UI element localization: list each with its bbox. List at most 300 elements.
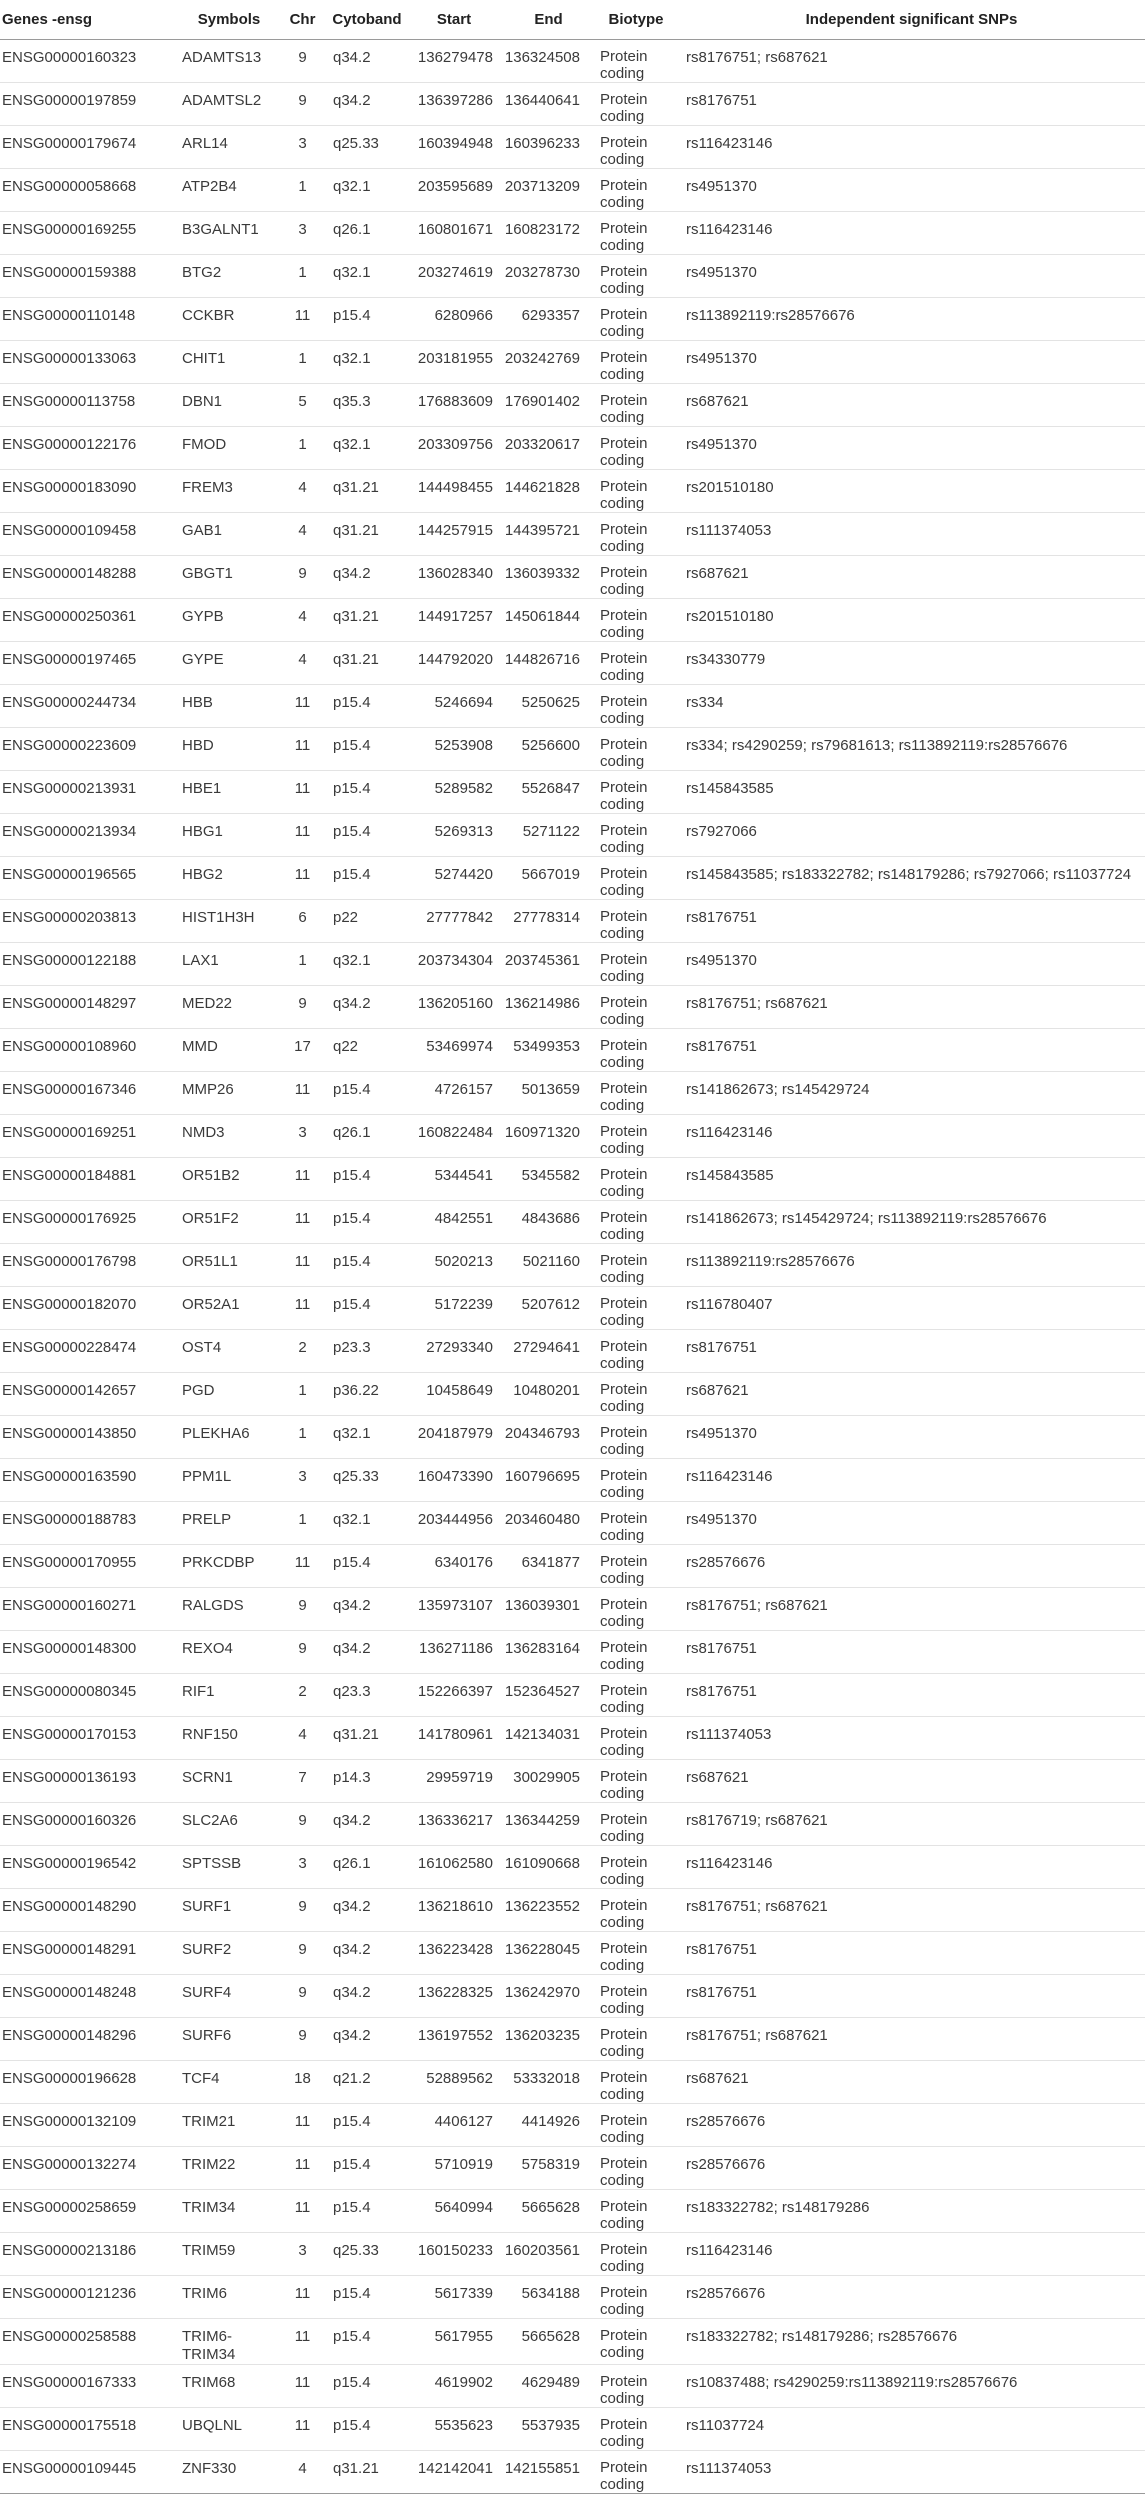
- table-row: [0, 1846, 1145, 1889]
- start-text: 203444956: [417, 1511, 493, 1528]
- end-cell: [503, 126, 594, 169]
- end-text: 144826716: [504, 651, 580, 668]
- start-cell: [405, 1373, 503, 1416]
- gene-id-text: ENSG00000148248: [2, 1984, 137, 2001]
- chr-text: 9: [298, 2027, 307, 2044]
- cytoband-text: q32.1: [333, 436, 371, 453]
- end-cell: [503, 1029, 594, 1072]
- chr-cell: [276, 1760, 329, 1803]
- end-text: 160823172: [504, 221, 580, 238]
- chr-cell: [276, 2365, 329, 2408]
- chr-text: 11: [294, 307, 311, 324]
- gene-id-cell: [0, 857, 182, 900]
- gene-id-cell: [0, 642, 182, 685]
- biotype-cell: [594, 1803, 678, 1846]
- biotype-cell: [594, 1287, 678, 1330]
- biotype-cell: [594, 126, 678, 169]
- chr-cell: [276, 1244, 329, 1287]
- symbol-cell: [182, 599, 276, 642]
- snps-text: rs4951370: [686, 436, 757, 453]
- gene-id-cell: [0, 2365, 182, 2408]
- gene-id-text: ENSG00000196565: [2, 866, 137, 883]
- symbol-cell: [182, 298, 276, 341]
- gene-id-text: ENSG00000148297: [2, 995, 137, 1012]
- biotype-text: Protein coding: [600, 1123, 648, 1157]
- chr-cell: [276, 599, 329, 642]
- snps-cell: [678, 1416, 1145, 1459]
- cytoband-cell: [329, 1588, 405, 1631]
- table-row: [0, 986, 1145, 1029]
- symbol-cell: [182, 1502, 276, 1545]
- gene-id-cell: [0, 771, 182, 814]
- table-row: [0, 1588, 1145, 1631]
- cytoband-cell: [329, 1459, 405, 1502]
- gene-id-cell: [0, 1115, 182, 1158]
- chr-text: 3: [298, 135, 307, 152]
- symbol-cell: [182, 1760, 276, 1803]
- biotype-cell: [594, 298, 678, 341]
- symbol-cell: [182, 83, 276, 126]
- symbol-cell: [182, 986, 276, 1029]
- biotype-text: Protein coding: [600, 392, 648, 426]
- chr-cell: [276, 857, 329, 900]
- gene-id-text: ENSG00000058668: [2, 178, 137, 195]
- symbol-text: ARL14: [182, 135, 228, 152]
- table-row: [0, 2018, 1145, 2061]
- cytoband-cell: [329, 1416, 405, 1459]
- gene-id-cell: [0, 126, 182, 169]
- start-text: 160150233: [417, 2242, 493, 2259]
- cytoband-text: p15.4: [333, 1253, 371, 1270]
- gene-id-cell: [0, 1889, 182, 1932]
- gene-id-cell: [0, 1932, 182, 1975]
- snps-cell: [678, 1846, 1145, 1889]
- table-row: [0, 2061, 1145, 2104]
- symbol-cell: [182, 2408, 276, 2451]
- start-cell: [405, 1244, 503, 1287]
- table-row: [0, 1545, 1145, 1588]
- snps-text: rs4951370: [686, 350, 757, 367]
- cytoband-text: q34.2: [333, 2027, 371, 2044]
- symbol-cell: [182, 126, 276, 169]
- snps-cell: [678, 1029, 1145, 1072]
- gene-id-text: ENSG00000108960: [2, 1038, 137, 1055]
- biotype-text: Protein coding: [600, 91, 648, 125]
- gene-id-text: ENSG00000183090: [2, 479, 137, 496]
- chr-cell: [276, 1459, 329, 1502]
- end-cell: [503, 685, 594, 728]
- symbol-text: PRELP: [182, 1511, 232, 1528]
- snps-text: rs334: [686, 694, 724, 711]
- gene-id-text: ENSG00000196542: [2, 1855, 137, 1872]
- start-text: 136228325: [417, 1984, 493, 2001]
- symbol-cell: [182, 1373, 276, 1416]
- header-biotype: Biotype: [594, 0, 678, 40]
- start-text: 5253908: [434, 737, 493, 754]
- gene-id-cell: [0, 2319, 182, 2365]
- biotype-cell: [594, 212, 678, 255]
- snps-text: rs116423146: [686, 135, 773, 152]
- cytoband-text: q25.33: [333, 1468, 379, 1485]
- start-cell: [405, 341, 503, 384]
- start-text: 5535623: [434, 2417, 493, 2434]
- gene-id-text: ENSG00000167333: [2, 2374, 137, 2391]
- header-symbols: Symbols: [182, 0, 276, 40]
- symbol-text: SURF6: [182, 2027, 232, 2044]
- start-cell: [405, 771, 503, 814]
- snps-cell: [678, 1201, 1145, 1244]
- start-text: 5710919: [434, 2156, 493, 2173]
- biotype-cell: [594, 513, 678, 556]
- biotype-text: Protein coding: [600, 779, 648, 813]
- cytoband-cell: [329, 1803, 405, 1846]
- symbol-text: OR52A1: [182, 1296, 240, 1313]
- symbol-text: REXO4: [182, 1640, 233, 1657]
- chr-text: 4: [298, 479, 307, 496]
- symbol-cell: [182, 2147, 276, 2190]
- end-text: 203745361: [504, 952, 580, 969]
- start-text: 136336217: [417, 1812, 493, 1829]
- biotype-cell: [594, 2276, 678, 2319]
- table-row: [0, 1373, 1145, 1416]
- start-text: 4406127: [434, 2113, 493, 2130]
- symbol-cell: [182, 1115, 276, 1158]
- end-cell: [503, 2365, 594, 2408]
- start-text: 203309756: [417, 436, 493, 453]
- chr-cell: [276, 298, 329, 341]
- table-row: [0, 470, 1145, 513]
- snps-cell: [678, 1330, 1145, 1373]
- end-cell: [503, 642, 594, 685]
- end-cell: [503, 1287, 594, 1330]
- biotype-text: Protein coding: [600, 736, 648, 770]
- cytoband-text: p15.4: [333, 2199, 371, 2216]
- gene-id-text: ENSG00000170153: [2, 1726, 137, 1743]
- symbol-cell: [182, 169, 276, 212]
- start-text: 136271186: [419, 1640, 493, 1657]
- symbol-cell: [182, 1201, 276, 1244]
- gene-id-cell: [0, 728, 182, 771]
- snps-text: rs4951370: [686, 264, 757, 281]
- start-cell: [405, 384, 503, 427]
- cytoband-cell: [329, 1373, 405, 1416]
- snps-text: rs8176751: [686, 1941, 757, 1958]
- start-text: 4842551: [434, 1210, 493, 1227]
- gene-id-cell: [0, 255, 182, 298]
- symbol-text: ADAMTS13: [182, 49, 262, 66]
- symbol-text: PGD: [182, 1382, 215, 1399]
- chr-text: 4: [298, 608, 307, 625]
- biotype-text: Protein coding: [600, 994, 648, 1028]
- chr-cell: [276, 384, 329, 427]
- gene-id-cell: [0, 1502, 182, 1545]
- start-text: 27293340: [426, 1339, 493, 1356]
- snps-cell: [678, 1115, 1145, 1158]
- symbol-cell: [182, 1631, 276, 1674]
- chr-cell: [276, 1674, 329, 1717]
- end-cell: [503, 341, 594, 384]
- start-cell: [405, 513, 503, 556]
- chr-text: 11: [294, 866, 311, 883]
- chr-text: 11: [294, 2156, 311, 2173]
- symbol-text: HBE1: [182, 780, 222, 797]
- biotype-text: Protein coding: [600, 951, 648, 985]
- table-row: [0, 1244, 1145, 1287]
- start-cell: [405, 728, 503, 771]
- gene-id-text: ENSG00000258588: [2, 2328, 137, 2345]
- snps-cell: [678, 1631, 1145, 1674]
- end-cell: [503, 857, 594, 900]
- snps-text: rs28576676: [686, 2156, 766, 2173]
- table-row: [0, 1803, 1145, 1846]
- start-cell: [405, 1889, 503, 1932]
- biotype-cell: [594, 1932, 678, 1975]
- end-cell: [503, 1330, 594, 1373]
- table-row: [0, 2451, 1145, 2494]
- biotype-cell: [594, 685, 678, 728]
- snps-text: rs8176751: [686, 909, 757, 926]
- snps-text: rs8176751; rs687621: [686, 1898, 828, 1915]
- end-cell: [503, 2319, 594, 2365]
- start-cell: [405, 2061, 503, 2104]
- end-cell: [503, 2147, 594, 2190]
- chr-cell: [276, 427, 329, 470]
- symbol-text: PLEKHA6: [182, 1425, 250, 1442]
- symbol-cell: [182, 2018, 276, 2061]
- symbol-text: ADAMTSL2: [182, 92, 262, 109]
- end-cell: [503, 2451, 594, 2494]
- end-text: 203713209: [504, 178, 580, 195]
- chr-cell: [276, 1631, 329, 1674]
- biotype-text: Protein coding: [600, 1252, 648, 1286]
- end-cell: [503, 599, 594, 642]
- biotype-cell: [594, 2018, 678, 2061]
- start-cell: [405, 1115, 503, 1158]
- symbol-text: HBG2: [182, 866, 223, 883]
- biotype-text: Protein coding: [600, 1424, 648, 1458]
- biotype-cell: [594, 771, 678, 814]
- biotype-cell: [594, 427, 678, 470]
- biotype-text: Protein coding: [600, 650, 648, 684]
- symbol-text: TRIM68: [182, 2374, 236, 2391]
- end-text: 5665628: [521, 2328, 580, 2345]
- table-row: [0, 599, 1145, 642]
- gene-id-text: ENSG00000160323: [2, 49, 137, 66]
- gene-id-cell: [0, 1760, 182, 1803]
- cytoband-text: q23.3: [333, 1683, 371, 1700]
- gene-id-text: ENSG00000136193: [2, 1769, 137, 1786]
- start-cell: [405, 1631, 503, 1674]
- chr-cell: [276, 83, 329, 126]
- cytoband-cell: [329, 1158, 405, 1201]
- chr-cell: [276, 1072, 329, 1115]
- start-text: 5617339: [434, 2285, 493, 2302]
- table-row: [0, 255, 1145, 298]
- symbol-text: OR51F2: [182, 1210, 239, 1227]
- end-text: 5256600: [521, 737, 580, 754]
- biotype-cell: [594, 1330, 678, 1373]
- cytoband-cell: [329, 2365, 405, 2408]
- end-cell: [503, 1115, 594, 1158]
- cytoband-text: q22: [333, 1038, 359, 1055]
- symbol-text: TRIM6-TRIM34: [182, 2328, 236, 2363]
- snps-cell: [678, 599, 1145, 642]
- gene-id-cell: [0, 40, 182, 83]
- chr-cell: [276, 255, 329, 298]
- end-cell: [503, 2190, 594, 2233]
- table-row: [0, 1932, 1145, 1975]
- cytoband-text: p15.4: [333, 2285, 371, 2302]
- symbol-cell: [182, 1588, 276, 1631]
- symbol-text: MMD: [182, 1038, 218, 1055]
- symbol-text: ATP2B4: [182, 178, 237, 195]
- chr-cell: [276, 1330, 329, 1373]
- cytoband-text: q26.1: [333, 221, 371, 238]
- header-genes-ensg: Genes -ensg: [0, 0, 182, 40]
- cytoband-cell: [329, 83, 405, 126]
- cytoband-text: q32.1: [333, 1425, 371, 1442]
- chr-text: 4: [298, 2460, 307, 2477]
- biotype-text: Protein coding: [600, 1166, 648, 1200]
- snps-cell: [678, 814, 1145, 857]
- gene-id-cell: [0, 1416, 182, 1459]
- table-row: [0, 728, 1145, 771]
- table-row: [0, 2104, 1145, 2147]
- symbol-cell: [182, 1975, 276, 2018]
- chr-text: 1: [298, 178, 307, 195]
- cytoband-text: q31.21: [333, 651, 379, 668]
- chr-cell: [276, 1932, 329, 1975]
- cytoband-cell: [329, 2276, 405, 2319]
- start-text: 5289582: [434, 780, 493, 797]
- snps-cell: [678, 1975, 1145, 2018]
- cytoband-cell: [329, 556, 405, 599]
- symbol-cell: [182, 1932, 276, 1975]
- end-text: 4629489: [521, 2374, 580, 2391]
- cytoband-cell: [329, 2451, 405, 2494]
- chr-cell: [276, 642, 329, 685]
- end-text: 145061844: [504, 608, 580, 625]
- cytoband-cell: [329, 384, 405, 427]
- end-text: 5634188: [521, 2285, 580, 2302]
- chr-text: 9: [298, 1640, 307, 1657]
- end-cell: [503, 1459, 594, 1502]
- cytoband-text: q34.2: [333, 1812, 371, 1829]
- end-text: 27294641: [513, 1339, 580, 1356]
- start-text: 136279478: [417, 49, 493, 66]
- header-cytoband: Cytoband: [329, 0, 405, 40]
- snps-cell: [678, 728, 1145, 771]
- biotype-cell: [594, 1588, 678, 1631]
- biotype-cell: [594, 728, 678, 771]
- symbol-cell: [182, 771, 276, 814]
- symbol-text: SURF2: [182, 1941, 232, 1958]
- biotype-cell: [594, 1115, 678, 1158]
- symbol-text: SLC2A6: [182, 1812, 238, 1829]
- biotype-cell: [594, 2408, 678, 2451]
- snps-text: rs113892119:rs28576676: [686, 1253, 855, 1270]
- gene-id-cell: [0, 1244, 182, 1287]
- cytoband-text: p15.4: [333, 737, 371, 754]
- end-cell: [503, 1373, 594, 1416]
- start-cell: [405, 1760, 503, 1803]
- cytoband-cell: [329, 1545, 405, 1588]
- symbol-text: TRIM22: [182, 2156, 236, 2173]
- end-text: 30029905: [513, 1769, 580, 1786]
- biotype-text: Protein coding: [600, 1725, 648, 1759]
- biotype-cell: [594, 1975, 678, 2018]
- end-cell: [503, 1674, 594, 1717]
- biotype-text: Protein coding: [600, 1209, 648, 1243]
- biotype-text: Protein coding: [600, 564, 648, 598]
- snps-text: rs8176719; rs687621: [686, 1812, 828, 1829]
- start-cell: [405, 1158, 503, 1201]
- biotype-text: Protein coding: [600, 2459, 648, 2493]
- biotype-text: Protein coding: [600, 177, 648, 211]
- gene-id-cell: [0, 1803, 182, 1846]
- cytoband-text: p15.4: [333, 1167, 371, 1184]
- snps-cell: [678, 1717, 1145, 1760]
- end-cell: [503, 556, 594, 599]
- end-text: 160203561: [504, 2242, 580, 2259]
- symbol-cell: [182, 1287, 276, 1330]
- chr-text: 11: [294, 1554, 311, 1571]
- chr-text: 11: [294, 2417, 311, 2434]
- end-text: 5271122: [522, 823, 580, 840]
- end-cell: [503, 1158, 594, 1201]
- chr-cell: [276, 1158, 329, 1201]
- cytoband-cell: [329, 1287, 405, 1330]
- snps-cell: [678, 900, 1145, 943]
- table-row: [0, 1502, 1145, 1545]
- start-text: 203595689: [417, 178, 493, 195]
- gene-id-cell: [0, 900, 182, 943]
- snps-cell: [678, 169, 1145, 212]
- biotype-text: Protein coding: [600, 1639, 648, 1673]
- cytoband-cell: [329, 814, 405, 857]
- snps-text: rs334; rs4290259; rs79681613; rs113892119:rs28576676: [686, 737, 1068, 754]
- start-cell: [405, 255, 503, 298]
- chr-text: 9: [298, 1812, 307, 1829]
- end-text: 53499353: [513, 1038, 580, 1055]
- gene-id-cell: [0, 212, 182, 255]
- cytoband-cell: [329, 1932, 405, 1975]
- cytoband-text: p15.4: [333, 2417, 371, 2434]
- biotype-text: Protein coding: [600, 2416, 648, 2450]
- end-cell: [503, 1588, 594, 1631]
- table-row: [0, 1115, 1145, 1158]
- snps-text: rs113892119:rs28576676: [686, 307, 855, 324]
- symbol-text: NMD3: [182, 1124, 225, 1141]
- end-cell: [503, 1545, 594, 1588]
- gene-id-cell: [0, 1674, 182, 1717]
- start-text: 5640994: [434, 2199, 493, 2216]
- symbol-cell: [182, 1674, 276, 1717]
- table-row: [0, 943, 1145, 986]
- start-cell: [405, 2190, 503, 2233]
- end-cell: [503, 771, 594, 814]
- snps-cell: [678, 341, 1145, 384]
- end-text: 5537935: [521, 2417, 580, 2434]
- gene-id-cell: [0, 2408, 182, 2451]
- table-row: [0, 1717, 1145, 1760]
- gene-id-cell: [0, 1545, 182, 1588]
- start-text: 136397286: [417, 92, 493, 109]
- start-cell: [405, 2018, 503, 2061]
- cytoband-cell: [329, 212, 405, 255]
- symbol-cell: [182, 427, 276, 470]
- snps-cell: [678, 1244, 1145, 1287]
